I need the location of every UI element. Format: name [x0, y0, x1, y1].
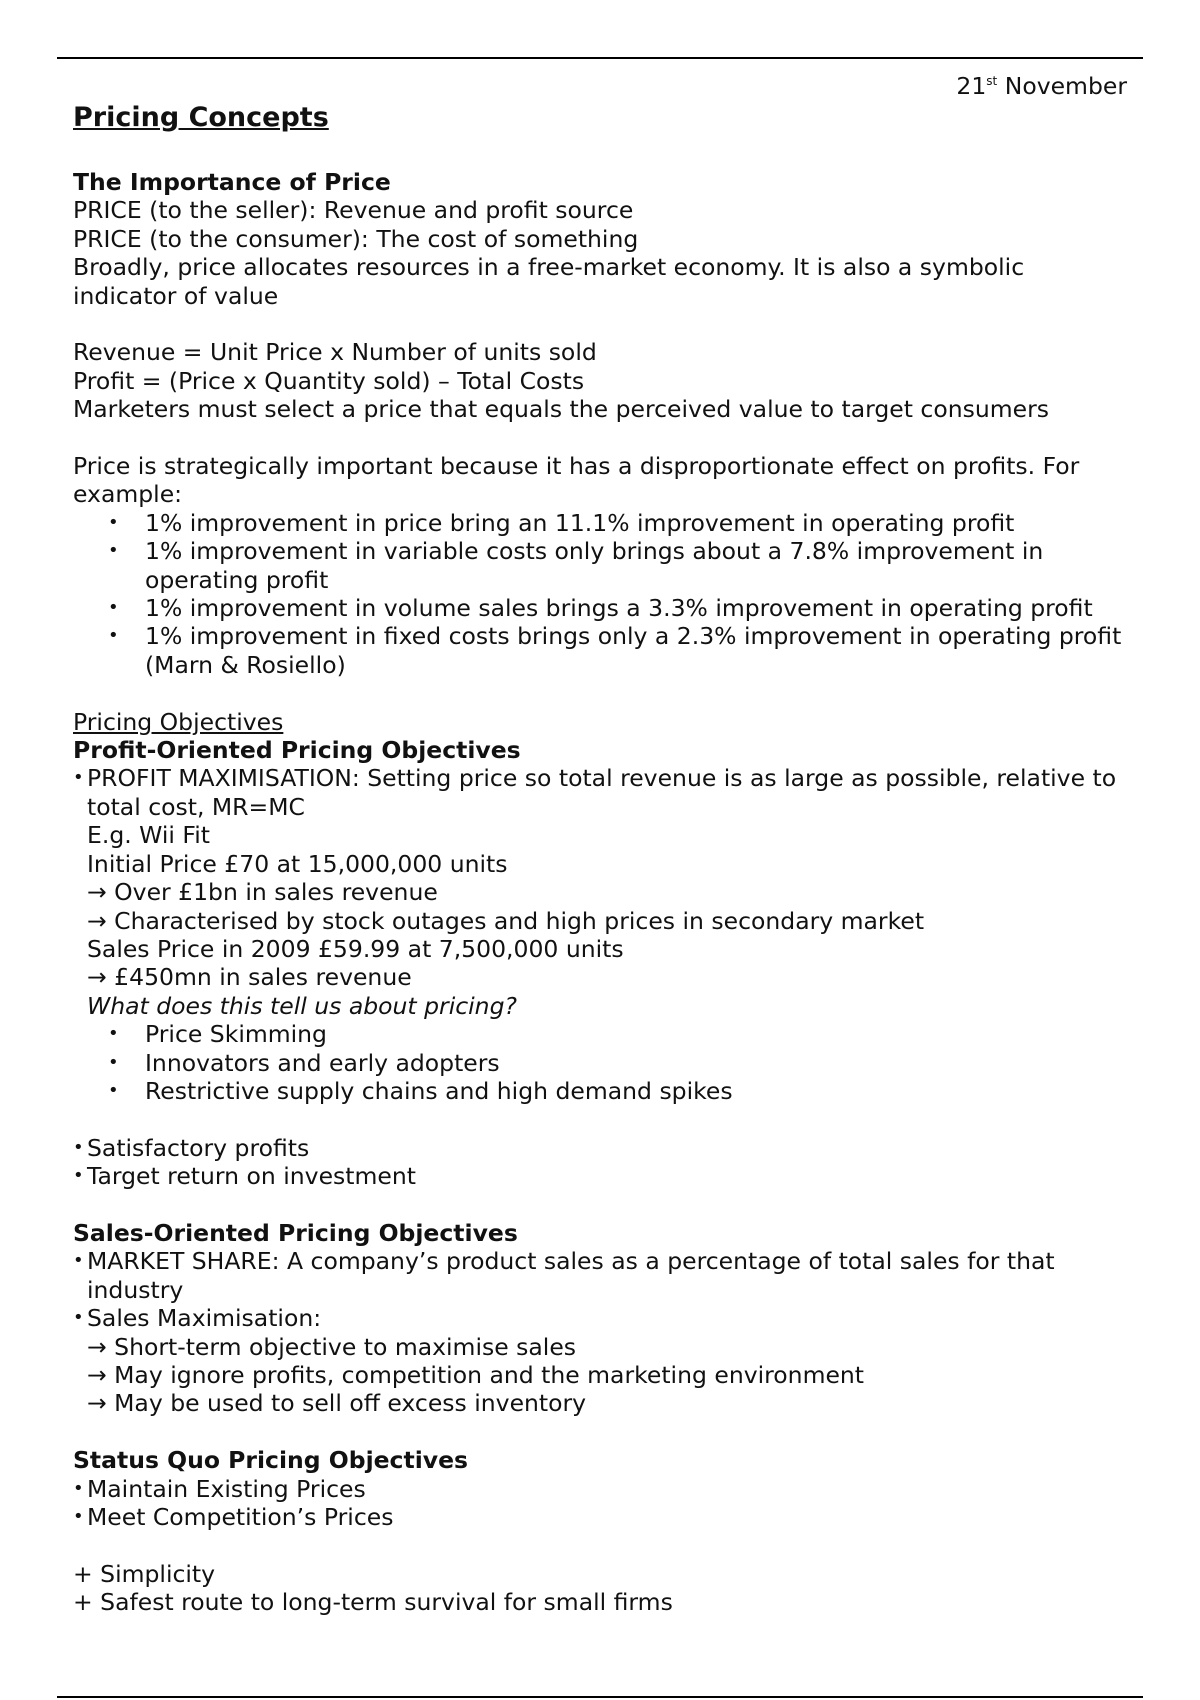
formula-line: Marketers must select a price that equals the perceived value to target consumers	[73, 395, 1049, 424]
importance-heading: The Importance of Price	[73, 168, 391, 196]
list-item: • Satisfactory profits	[87, 1134, 1133, 1162]
list-item: • Meet Competition’s Prices	[87, 1503, 1133, 1531]
status-quo-heading: Status Quo Pricing Objectives	[73, 1446, 469, 1475]
list-item: • Innovators and early adopters	[145, 1049, 1133, 1077]
list-item: • MARKET SHARE: A company’s product sales as a percentage of total sales for that industry	[87, 1247, 1133, 1304]
status-quo-list	[73, 1475, 1133, 1532]
pro-line: + Simplicity	[73, 1559, 216, 1588]
example-line: E.g. Wii Fit	[87, 821, 210, 850]
importance-line: PRICE (to the seller): Revenue and profit source	[73, 196, 634, 225]
list-item: • Sales Maximisation:	[87, 1304, 1133, 1332]
other-profit-list	[73, 1134, 1133, 1191]
list-item: • 1% improvement in fixed costs brings only a 2.3% improvement in operating profit (Marn & Rosiello)	[145, 622, 1133, 679]
list-item: • Maintain Existing Prices	[87, 1475, 1133, 1503]
answer-list	[73, 1020, 1133, 1105]
sales-objectives-heading: Sales-Oriented Pricing Objectives	[73, 1218, 518, 1247]
importance-line: Broadly, price allocates resources in a free-market economy. It is also a symbolic indicator of value	[73, 253, 1025, 310]
list-item: • 1% improvement in volume sales brings a 3.3% improvement in operating profit	[145, 594, 1133, 622]
list-item: • Price Skimming	[145, 1020, 1133, 1048]
sales-list	[73, 1247, 1133, 1332]
list-item: • 1% improvement in variable costs only brings about a 7.8% improvement in operating profit	[145, 537, 1133, 594]
profit-list	[73, 764, 1133, 821]
bottom-rule	[57, 1696, 1143, 1698]
document-body	[73, 100, 1133, 1617]
objectives-heading: Pricing Objectives	[73, 707, 284, 736]
list-item: • Target return on investment	[87, 1162, 1133, 1190]
example-line: → Characterised by stock outages and high prices in secondary market	[87, 906, 925, 935]
profit-impact-list	[73, 509, 1133, 679]
list-item: • 1% improvement in price bring an 11.1% improvement in operating profit	[145, 509, 1133, 537]
example-line: Initial Price £70 at 15,000,000 units	[87, 849, 508, 878]
formula-line: Revenue = Unit Price x Number of units sold	[73, 338, 597, 367]
example-line: Sales Price in 2009 £59.99 at 7,500,000 units	[87, 934, 624, 963]
date: 21st November	[956, 72, 1127, 100]
formula-line: Profit = (Price x Quantity sold) – Total Costs	[73, 366, 585, 395]
profit-objectives-heading: Profit-Oriented Pricing Objectives	[73, 736, 521, 765]
strategic-text: Price is strategically important because it has a disproportionate effect on profits. For example:	[73, 452, 1080, 509]
sales-point: → May be used to sell off excess inventory	[87, 1389, 587, 1418]
pricing-question: What does this tell us about pricing?	[87, 991, 517, 1020]
list-item: • Restrictive supply chains and high demand spikes	[145, 1077, 1133, 1105]
sales-point: → Short-term objective to maximise sales	[87, 1332, 577, 1361]
top-rule	[57, 57, 1143, 59]
pro-line: + Safest route to long-term survival for small firms	[73, 1588, 673, 1617]
importance-line: PRICE (to the consumer): The cost of something	[73, 224, 639, 253]
example-line: → Over £1bn in sales revenue	[87, 878, 438, 907]
list-item: • PROFIT MAXIMISATION: Setting price so total revenue is as large as possible, relative to total cost, MR=MC	[87, 764, 1133, 821]
page-title: Pricing Concepts	[73, 102, 329, 133]
sales-point: → May ignore profits, competition and the marketing environment	[87, 1360, 865, 1389]
example-line: → £450mn in sales revenue	[87, 963, 412, 992]
